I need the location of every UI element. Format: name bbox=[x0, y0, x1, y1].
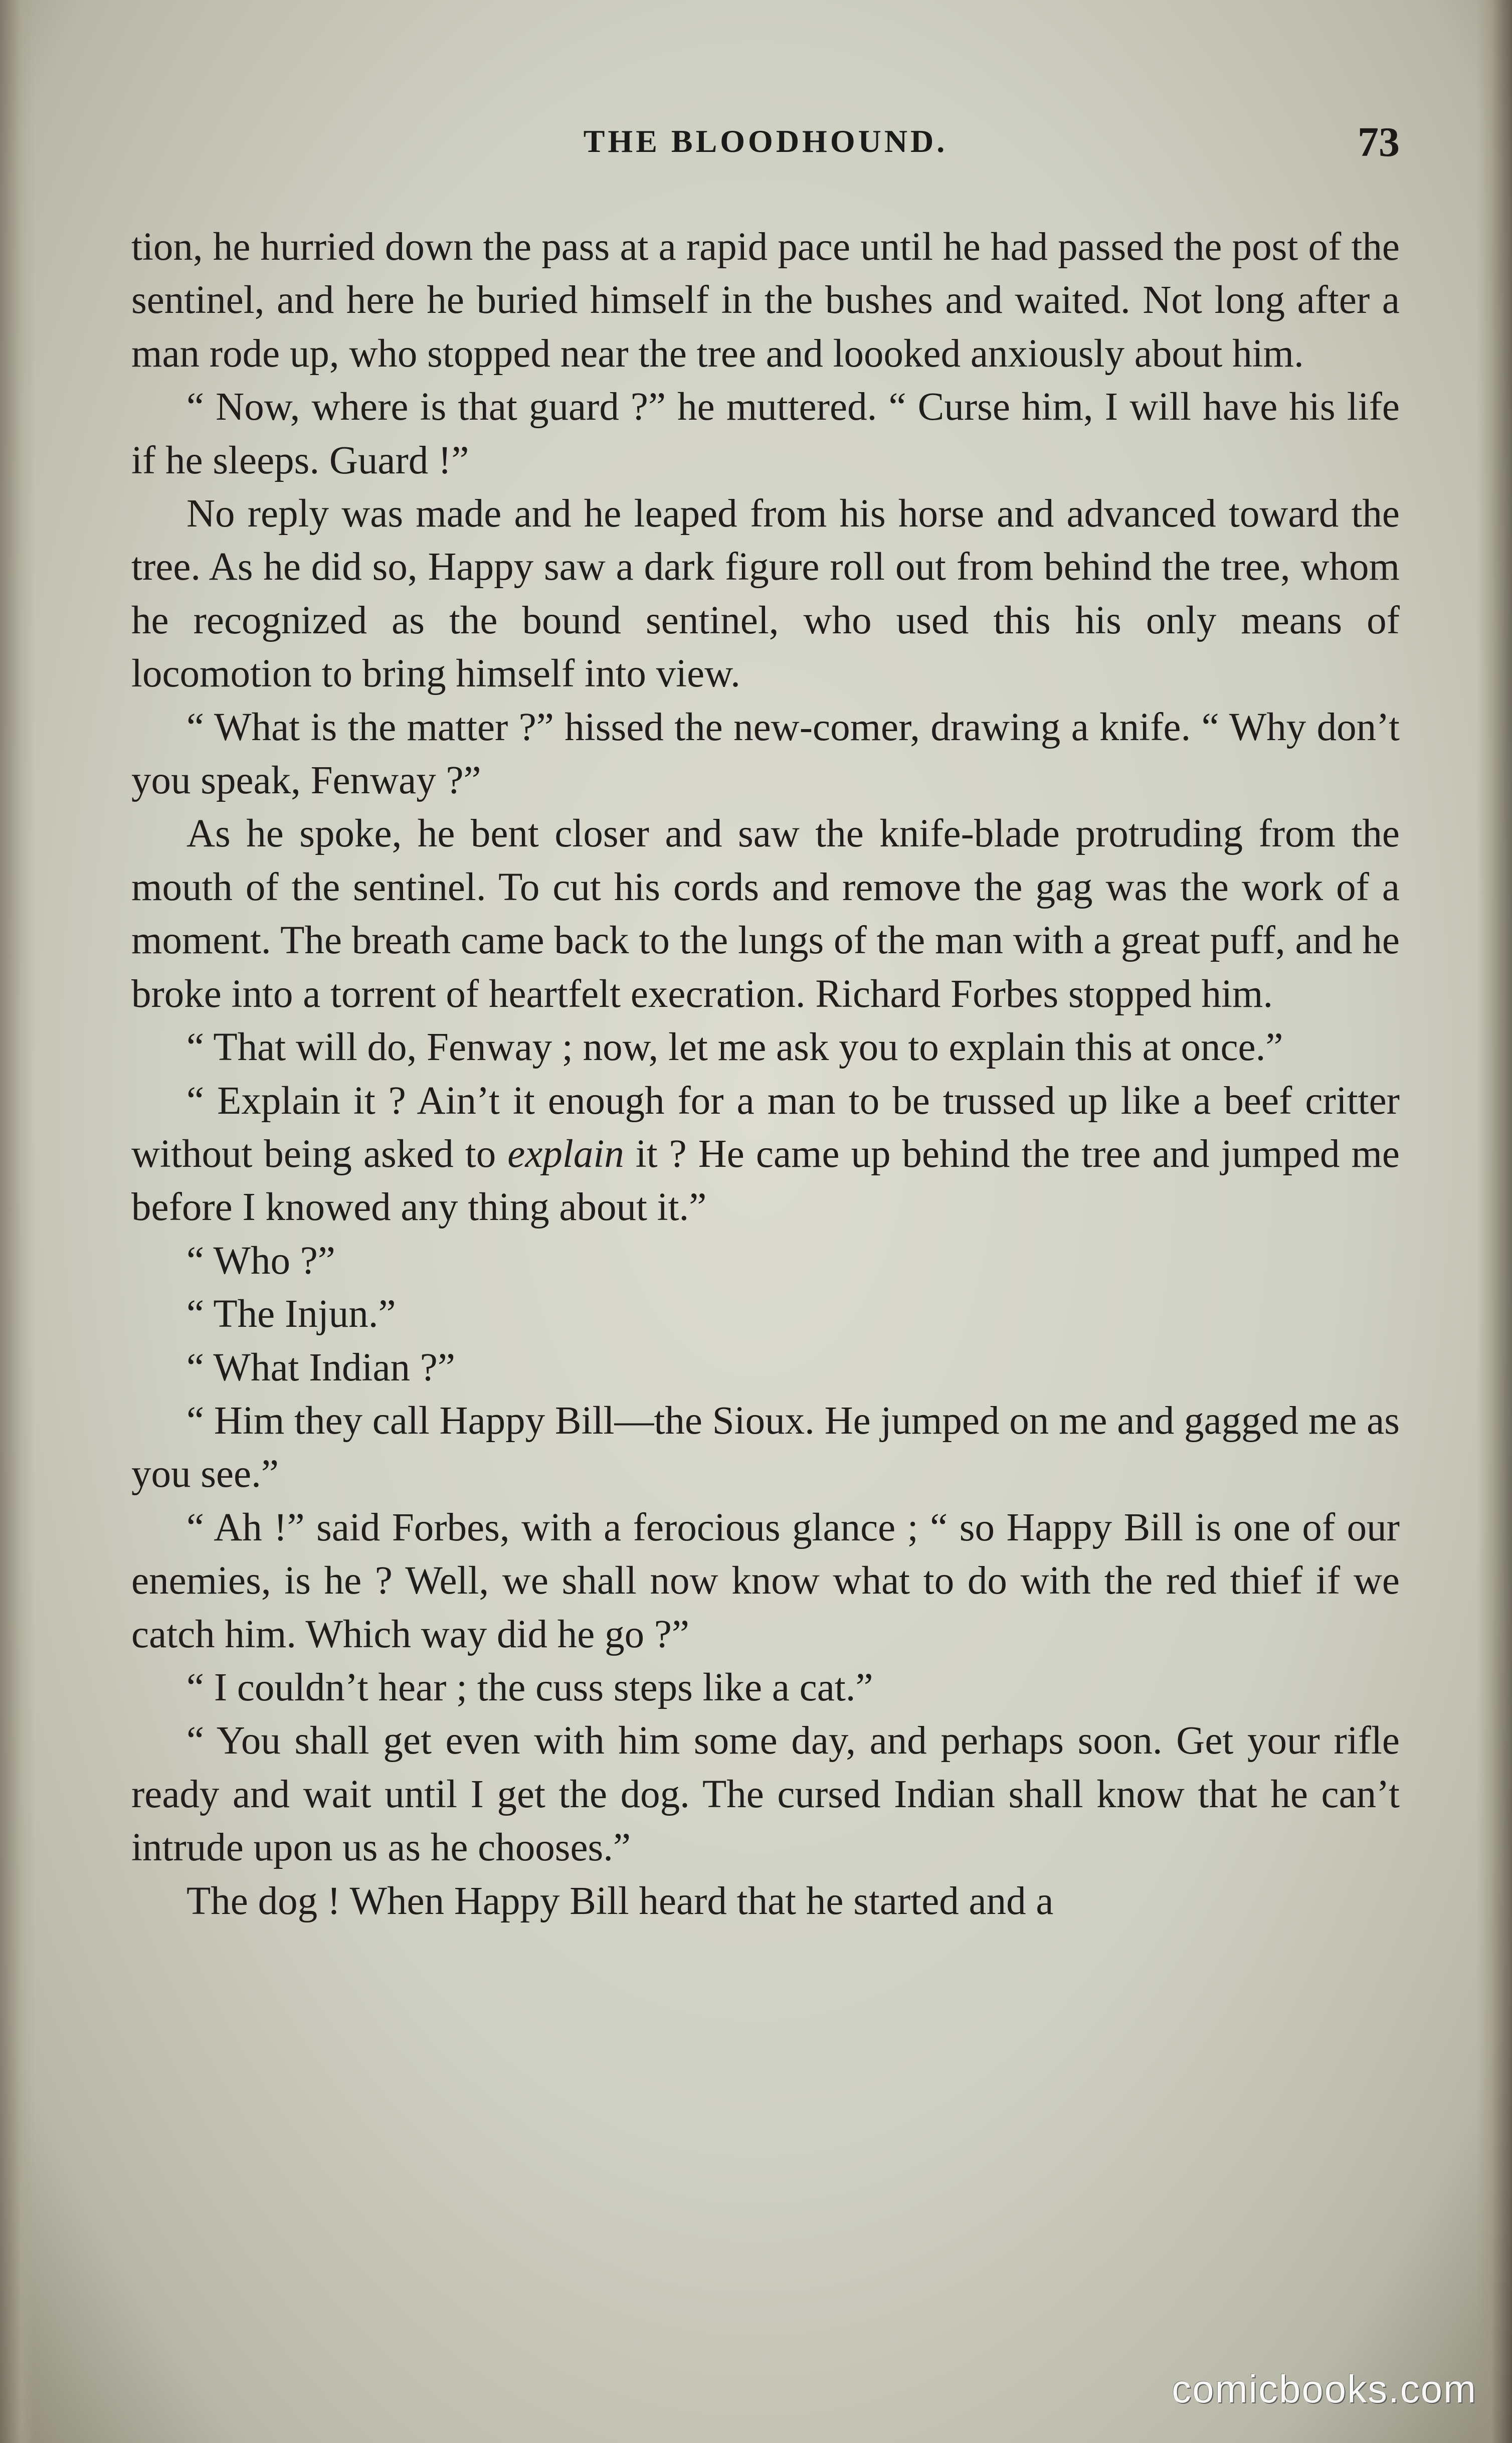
paragraph: “ The Injun.” bbox=[186, 1292, 396, 1336]
paragraph: “ Ah !” said Forbes, with a ferocious glance ; “ so Happy Bill is one of our enemies, is he ? Well, we shall now know what to do with the red thief if we catch him. Which way did he go ?” bbox=[131, 1505, 1400, 1656]
paragraph: “ I couldn’t hear ; the cuss steps like a cat.” bbox=[186, 1665, 873, 1709]
body-text bbox=[131, 221, 1400, 1928]
paragraph: “ What is the matter ?” hissed the new-comer, drawing a knife. “ Why don’t you speak, Fenway ?” bbox=[131, 705, 1400, 803]
paragraph: The dog ! When Happy Bill heard that he started and a bbox=[186, 1879, 1054, 1923]
paragraph: As he spoke, he bent closer and saw the knife-blade protruding from the mouth of the sentinel. To cut his cords and remove the gag was the work of a moment. The breath came back to the lungs of the man with a great puff, and he broke into a torrent of heartfelt execration. Richard Forbes stopped him. bbox=[131, 812, 1400, 1016]
paragraph: “ Him they call Happy Bill—the Sioux. He jumped on me and gagged me as you see.” bbox=[131, 1399, 1400, 1496]
paragraph: “ Who ?” bbox=[186, 1239, 335, 1283]
text-run: it ? He came up behind the tree and jumped me before I knowed any thing about it.” bbox=[131, 1132, 1400, 1230]
paragraph: “ What Indian ?” bbox=[186, 1345, 455, 1389]
paragraph: No reply was made and he leaped from his horse and advanced toward the tree. As he did so, Happy saw a dark figure roll out from behind the tree, whom he recognized as the bound sentinel, who used this his only means of locomotion to bring himself into view. bbox=[131, 492, 1400, 696]
page-header bbox=[131, 119, 1400, 168]
paragraph: “ You shall get even with him some day, and perhaps soon. Get your rifle ready and wait until I get the dog. The cursed Indian shall know that he can’t intrude upon us as he chooses.” bbox=[131, 1719, 1400, 1870]
italic-word: explain bbox=[507, 1132, 624, 1176]
page-number: 73 bbox=[1358, 119, 1400, 165]
paragraph: tion, he hurried down the pass at a rapid pace until he had passed the post of the sentinel, and here he buried himself in the bushes and waited. Not long after a man rode up, who stopped near the tree and loooked anxiously about him. bbox=[131, 225, 1400, 376]
page-edge-shadow-left bbox=[0, 0, 35, 2443]
paragraph: “ Now, where is that guard ?” he muttered. “ Curse him, I will have his life if he sleeps. Guard !” bbox=[131, 385, 1400, 482]
text-run: “ Explain it ? Ain’t it enough for a man to be trussed up like a beef critter without being asked to bbox=[131, 1079, 1400, 1176]
paragraph: “ That will do, Fenway ; now, let me ask you to explain this at once.” bbox=[186, 1025, 1283, 1070]
watermark: comicbooks.com bbox=[1172, 2367, 1477, 2411]
running-head: THE BLOODHOUND. bbox=[583, 123, 948, 159]
page-edge-shadow-right bbox=[1477, 0, 1512, 2443]
paragraph-with-italic bbox=[131, 1075, 1400, 1235]
